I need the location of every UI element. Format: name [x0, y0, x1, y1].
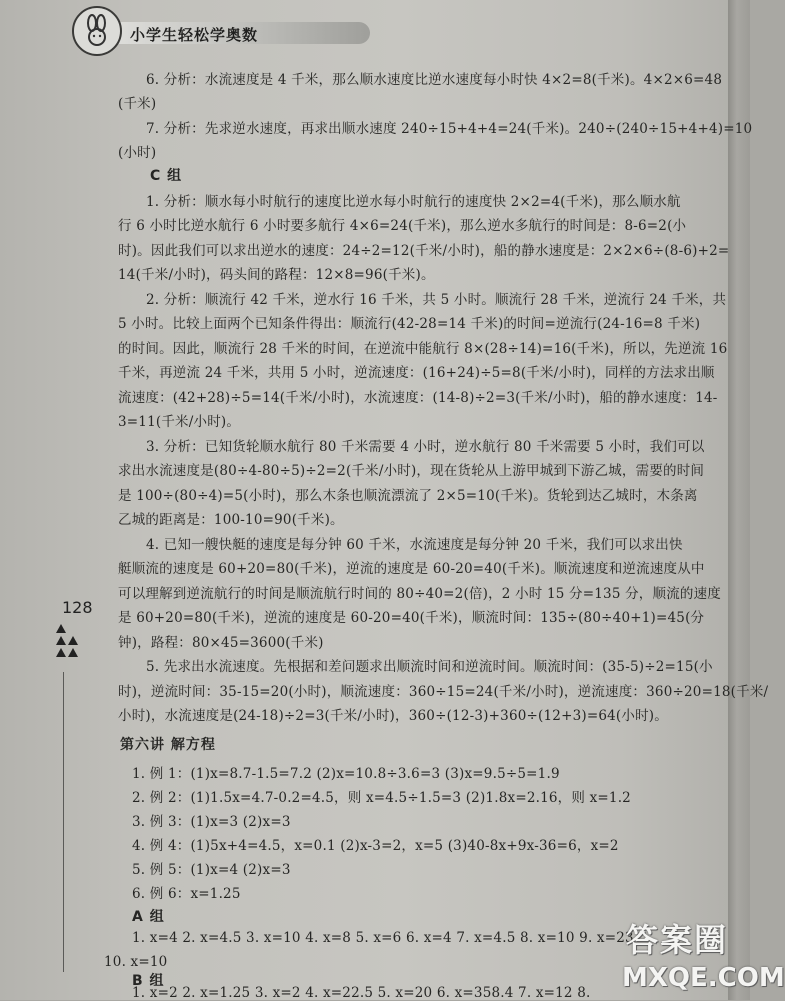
triangle-mark-icon — [56, 648, 66, 657]
text-line: 5 小时。比较上面两个已知条件得出：顺流行(42-28=14 千米)的时间=逆流行(24-16=8 千米) — [118, 316, 701, 332]
text-line: 6. 分析：水流速度是 4 千米，那么顺水速度比逆水速度每小时快 4×2=8(千米)。4×2×6=48 — [146, 72, 723, 88]
book-title: 小学生轻松学奥数 — [130, 26, 259, 44]
triangle-mark-icon — [68, 648, 78, 657]
text-line: 的时间。因此，顺流行 28 千米的时间，在逆流中能航行 8×(28÷14)=16(千米)，所以，先逆流 16 — [118, 341, 728, 357]
text-line: 艇顺流的速度是 60+20=80(千米)，逆流的速度是 60-20=40(千米)。顺流速度和逆流速度从中 — [118, 561, 705, 577]
text-line: 千米，再逆流 24 千米，共用 5 小时，逆流速度：(16+24)÷5=8(千米/小时)，同样的方法求出顺 — [118, 365, 715, 381]
text-line: 3. 例 3：(1)x=3 (2)x=3 — [132, 814, 291, 830]
text-line: 1. x=4 2. x=4.5 3. x=10 4. x=8 5. x=6 6. x=4 7. x=4.5 8. x=10 9. x=23 — [132, 930, 634, 946]
text-line: 1. 分析：顺水每小时航行的速度比逆水每小时航行的速度快 2×2=4(千米)，那么顺水航 — [146, 194, 681, 210]
text-line: 14(千米/小时)，码头间的路程：12×8=96(千米)。 — [118, 267, 435, 283]
text-line: 是 60+20=80(千米)，逆流的速度是 60-20=40(千米)，顺流时间：135÷(80÷40+1)=45(分 — [118, 610, 705, 626]
text-line: 乙城的距离是：100-10=90(千米)。 — [118, 512, 344, 528]
text-line: 4. 例 4：(1)5x+4=4.5，x=0.1 (2)x-3=2，x=5 (3)40-8x+9x-36=6，x=2 — [132, 838, 619, 854]
text-line: 是 100÷(80÷4)=5(小时)，那么木条也顺流漂流了 2×5=10(千米)。货轮到达乙城时，木条离 — [118, 488, 698, 504]
text-line: (千米) — [118, 96, 157, 112]
text-line: 5. 例 5：(1)x=4 (2)x=3 — [132, 862, 291, 878]
text-line: 行 6 小时比逆水航行 6 小时要多航行 4×6=24(千米)，那么逆水多航行的时间是：8-6=2(小 — [118, 218, 687, 234]
text-line: 3. 分析：已知货轮顺水航行 80 千米需要 4 小时，逆水航行 80 千米需要 5 小时，我们可以 — [146, 439, 705, 455]
text-line: 4. 已知一艘快艇的速度是每分钟 60 千米，水流速度是每分钟 20 千米，我们可以求出快 — [146, 537, 683, 553]
margin-rule — [63, 672, 64, 972]
watermark-en: MXQE.COM — [622, 963, 785, 993]
chapter-heading: 第六讲 解方程 — [120, 737, 216, 753]
text-line: 2. 分析：顺流行 42 千米，逆水行 16 千米，共 5 小时。顺流行 28 千米，逆流行 24 千米，共 — [146, 292, 727, 308]
text-line: 1. 例 1：(1)x=8.7-1.5=7.2 (2)x=10.8÷3.6=3 (3)x=9.5÷5=1.9 — [132, 766, 560, 782]
page-number: 128 — [62, 598, 93, 617]
text-line: 求出水流速度是(80÷4-80÷5)÷2=2(千米/小时)，现在货轮从上游甲城到下游乙城，需要的时间 — [118, 463, 705, 479]
text-line: 时)。因此我们可以求出逆水的速度：24÷2=12(千米/小时)，船的静水速度是：2×2×6÷(8-6)+2= — [118, 243, 730, 259]
watermark-cn: 答案圈 — [626, 921, 729, 959]
text-line: 10. x=10 — [104, 954, 168, 970]
text-line: 可以理解到逆流航行的时间是顺流航行时间的 80÷40=2(倍)，2 小时 15 分=135 分，顺流的速度 — [118, 586, 722, 602]
watermark — [618, 915, 785, 997]
section-heading: C 组 — [150, 168, 183, 184]
text-line: 2. 例 2：(1)1.5x=4.7-0.2=4.5，则 x=4.5÷1.5=3 (2)1.8x=2.16，则 x=1.2 — [132, 790, 631, 806]
text-line: 5. 先求出水流速度。先根据和差问题求出顺流时间和逆流时间。顺流时间：(35-5)÷2=15(小 — [146, 659, 713, 675]
text-line: 时)，逆流时间：35-15=20(小时)，顺流速度：360÷15=24(千米/小时)，逆流速度：360÷20=18(千米/ — [118, 684, 769, 700]
text-line: 钟)，路程：80×45=3600(千米) — [118, 635, 324, 651]
text-line: 流速度：(42+28)÷5=14(千米/小时)，水流速度：(14-8)÷2=3(千米/小时)，船的静水速度：14- — [118, 390, 718, 406]
section-heading: B 组 — [132, 973, 165, 989]
text-line: 7. 分析：先求逆水速度，再求出顺水速度 240÷15+4+4=24(千米)。240÷(240÷15+4+4)=10 — [146, 121, 753, 137]
text-line: 6. 例 6：x=1.25 — [132, 886, 241, 902]
text-line: 3=11(千米/小时)。 — [118, 414, 241, 430]
triangle-mark-icon — [56, 624, 66, 633]
triangle-mark-icon — [68, 636, 78, 645]
text-line: 1. x=2 2. x=1.25 3. x=2 4. x=22.5 5. x=20 6. x=358.4 7. x=12 8. — [132, 985, 591, 1001]
text-line: (小时) — [118, 145, 157, 161]
triangle-mark-icon — [56, 636, 66, 645]
adjacent-page-edge — [728, 0, 750, 1000]
section-heading: A 组 — [132, 909, 165, 925]
text-line: 小时)，水流速度是(24-18)÷2=3(千米/小时)，360÷(12-3)+360÷(12+3)=64(小时)。 — [118, 708, 668, 724]
